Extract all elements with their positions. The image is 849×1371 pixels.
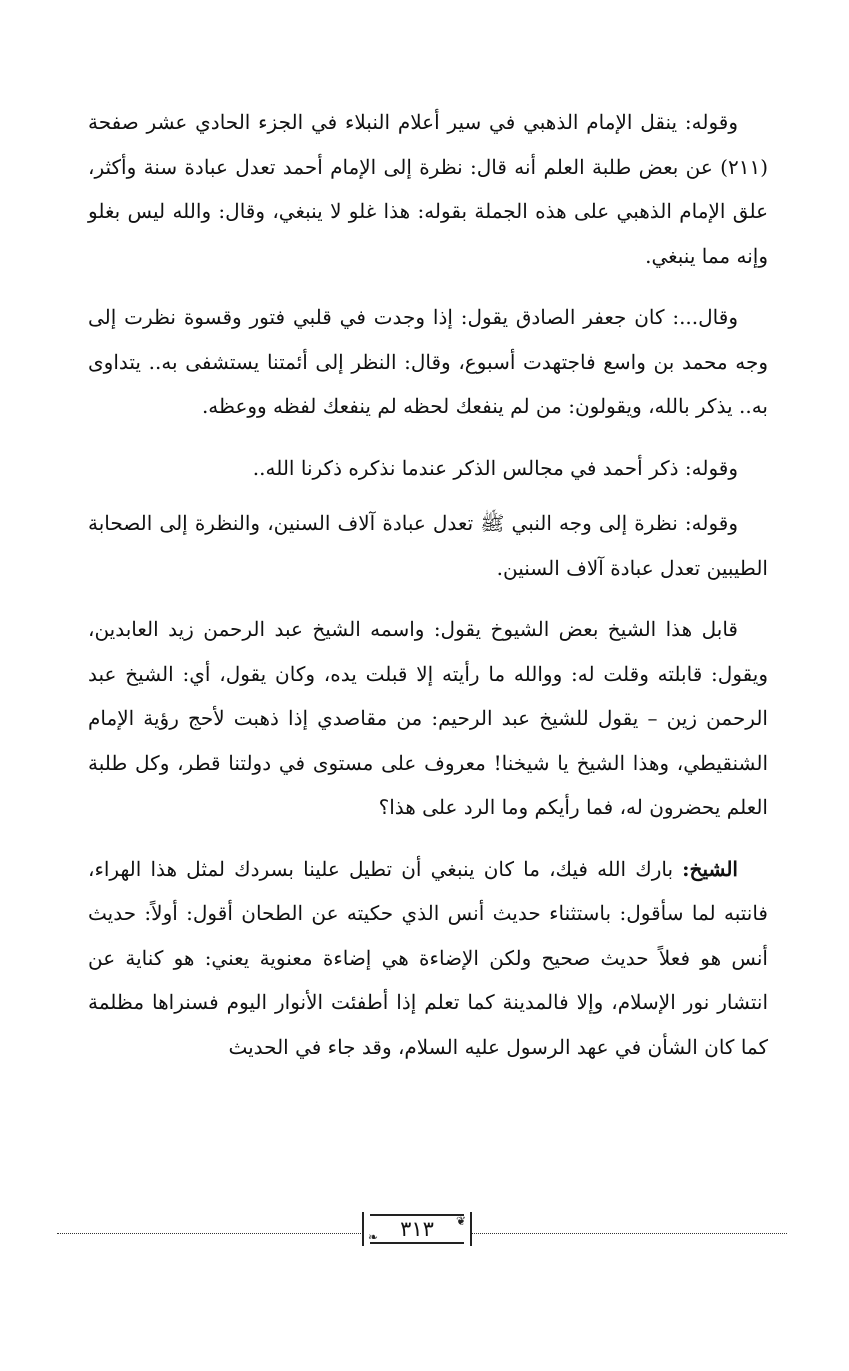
paragraph-jafar-quote: وقال...: كان جعفر الصادق يقول: إذا وجدت في قلبي فتور وقسوة نظرت إلى وجه محمد بن واسع فاجتهدت أسبوع، وقال: النظر إلى أئمتنا يستشفى به.. يتداوى به.. يذكر بالله، ويقولون: من لم ينفعك لحظه لم ينفعك لفظه ووعظه. [88,305,768,418]
paragraph-question: قابل هذا الشيخ بعض الشيوخ يقول: واسمه الشيخ عبد الرحمن زيد العابدين، ويقول: قابلته وقلت له: ووالله ما رأيته إلا قبلت يده، وكان يقول، أي: الشيخ عبد الرحمن زين – يقول للشيخ عبد الرحيم: من مقاصدي إذا ذهبت لأحج رؤية الإمام الشنقيطي، وهذا الشيخ يا شيخنا! معروف على مستوى في دولتنا قطر، وكل طلبة العلم يحضرون له، فما رأيكم وما الرد على هذا؟ [88,617,768,819]
paragraph-answer [88,847,768,1070]
page-number-frame [362,1212,472,1246]
body-text [88,100,768,1086]
answer-speaker-label: الشيخ: [682,856,738,881]
paragraph-dhahabi-quote: وقوله: ينقل الإمام الذهبي في سير أعلام النبلاء في الجزء الحادي عشر صفحة (٢١١) عن بعض طلبة العلم أنه قال: نظرة إلى الإمام أحمد تعدل عبادة سنة وأكثر، علق الإمام الذهبي على هذه الجملة بقوله: هذا غلو لا ينبغي، وقال: والله ليس بغلو وإنه مما ينبغي. [88,110,768,268]
corner-ornament-icon: ❧ [368,1230,379,1244]
page-number: ٣١٣ [400,1217,434,1241]
paragraph-ahmad-mention: وقوله: ذكر أحمد في مجالس الذكر عندما نذكره ذكرنا الله.. [252,455,738,480]
answer-text: بارك الله فيك، ما كان ينبغي أن تطيل علينا بسردك لمثل هذا الهراء، فانتبه لما سأقول: باستثناء حديث أنس الذي حكيته عن الطحان أقول: أولاً: حديث أنس هو فعلاً حديث صحيح ولكن الإضاءة هي إضاءة معنوية يعني: هو كناية عن انتشار نور الإسلام، وإلا فالمدينة كما تعلم إذا أطفئت الأنوار اليوم فسنراها مظلمة كما كان الشأن في عهد الرسول عليه السلام، وقد جاء في الحديث [88,856,768,1059]
corner-ornament-icon: ❦ [455,1214,466,1228]
paragraph-prophet-gaze: وقوله: نظرة إلى وجه النبي ﷺ تعدل عبادة آلاف السنين، والنظرة إلى الصحابة الطيبين تعدل عبادة آلاف السنين. [88,511,768,580]
